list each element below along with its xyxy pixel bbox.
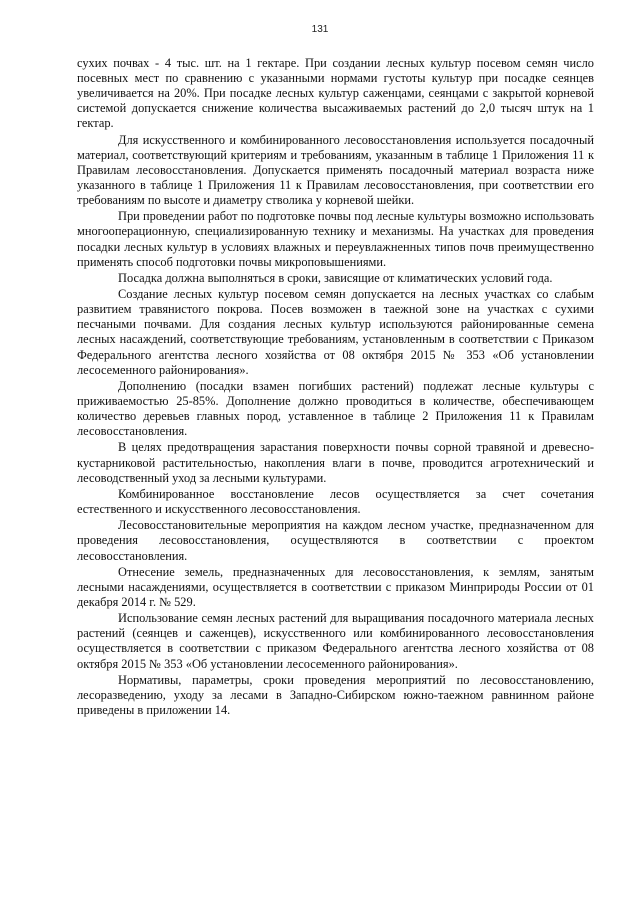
body-text [77, 56, 594, 718]
paragraph: Создание лесных культур посевом семян допускается на лесных участках со слабым развитием травянистого покрова. Посев возможен в таежной зоне на участках с сухими песчаными почвами. Для создания лесных культур используются районированные семена лесных насаждений, соответствующие требованиям, установленным в соответствии с Приказом Федерального агентства лесного хозяйства от 08 октября 2015 № 353 «Об установлении лесосеменного районирования». [77, 287, 594, 377]
paragraph: Посадка должна выполняться в сроки, зависящие от климатических условий года. [118, 270, 553, 285]
page-number: 131 [311, 24, 329, 35]
paragraph: В целях предотвращения зарастания поверхности почвы сорной травяной и древесно-кустарниковой растительностью, накопления влаги в почве, проводится агротехнический и лесоводственный уход за лесными культурами. [77, 440, 594, 485]
paragraph: Лесовосстановительные мероприятия на каждом лесном участке, предназначенном для проведения лесовосстановления, осуществляются в соответствии с проектом лесовосстановления. [77, 518, 594, 563]
paragraph: Дополнению (посадки взамен погибших растений) подлежат лесные культуры с приживаемостью 25-85%. Дополнение должно проводиться в количестве, обеспечивающем количество деревьев главных пород, уставленное в таблице 2 Приложения 11 к Правилам лесовосстановления. [77, 378, 594, 439]
paragraph: Использование семян лесных растений для выращивания посадочного материала лесных растений (сеянцев и саженцев), искусственного или комбинированного лесовосстановления осуществляется в соответствии с приказом Федерального агентства лесного хозяйства от 08 октября 2015 № 353 «Об установлении лесосеменного районирования». [77, 611, 594, 671]
paragraph: Отнесение земель, предназначенных для лесовосстановления, к землям, занятым лесными насаждениями, осуществляется в соответствии с приказом Минприроды России от 01 декабря 2014 г. № 529. [77, 564, 594, 609]
paragraph: сухих почвах - 4 тыс. шт. на 1 гектаре. При создании лесных культур посевом семян число посевных мест по сравнению с указанными нормами густоты культур при посадке сеянцев увеличивается на 20%. При посадке лесных культур саженцами, сеянцами с закрытой корневой системой допускается снижение количества высаживаемых растений до 2,0 тысяч штук на 1 гектар. [77, 56, 594, 131]
paragraph: При проведении работ по подготовке почвы под лесные культуры возможно использовать многооперационную, специализированную технику и механизмы. На участках для проведения посадки лесных культур в условиях влажных и переувлажненных типов почв преимущественно применять способ подготовки почвы микроповышениями. [77, 209, 594, 269]
paragraph: Нормативы, параметры, сроки проведения мероприятий по лесовосстановлению, лесоразведению, уходу за лесами в Западно-Сибирском южно-таежном равнинном районе приведены в приложении 14. [77, 672, 594, 717]
paragraph: Комбинированное восстановление лесов осуществляется за счет сочетания естественного и искусственного лесовосстановления. [77, 486, 594, 517]
paragraph: Для искусственного и комбинированного лесовосстановления используется посадочный материал, соответствующий критериям и требованиям, указанным в таблице 1 Приложения 11 к Правилам лесовосстановления. Допускается применять посадочный материал возраста ниже указанного в таблице 1 Приложения 11 к Правилам лесовосстановления, при соответствии его требованиям по высоте и диаметру стволика у корневой шейки. [77, 132, 594, 208]
